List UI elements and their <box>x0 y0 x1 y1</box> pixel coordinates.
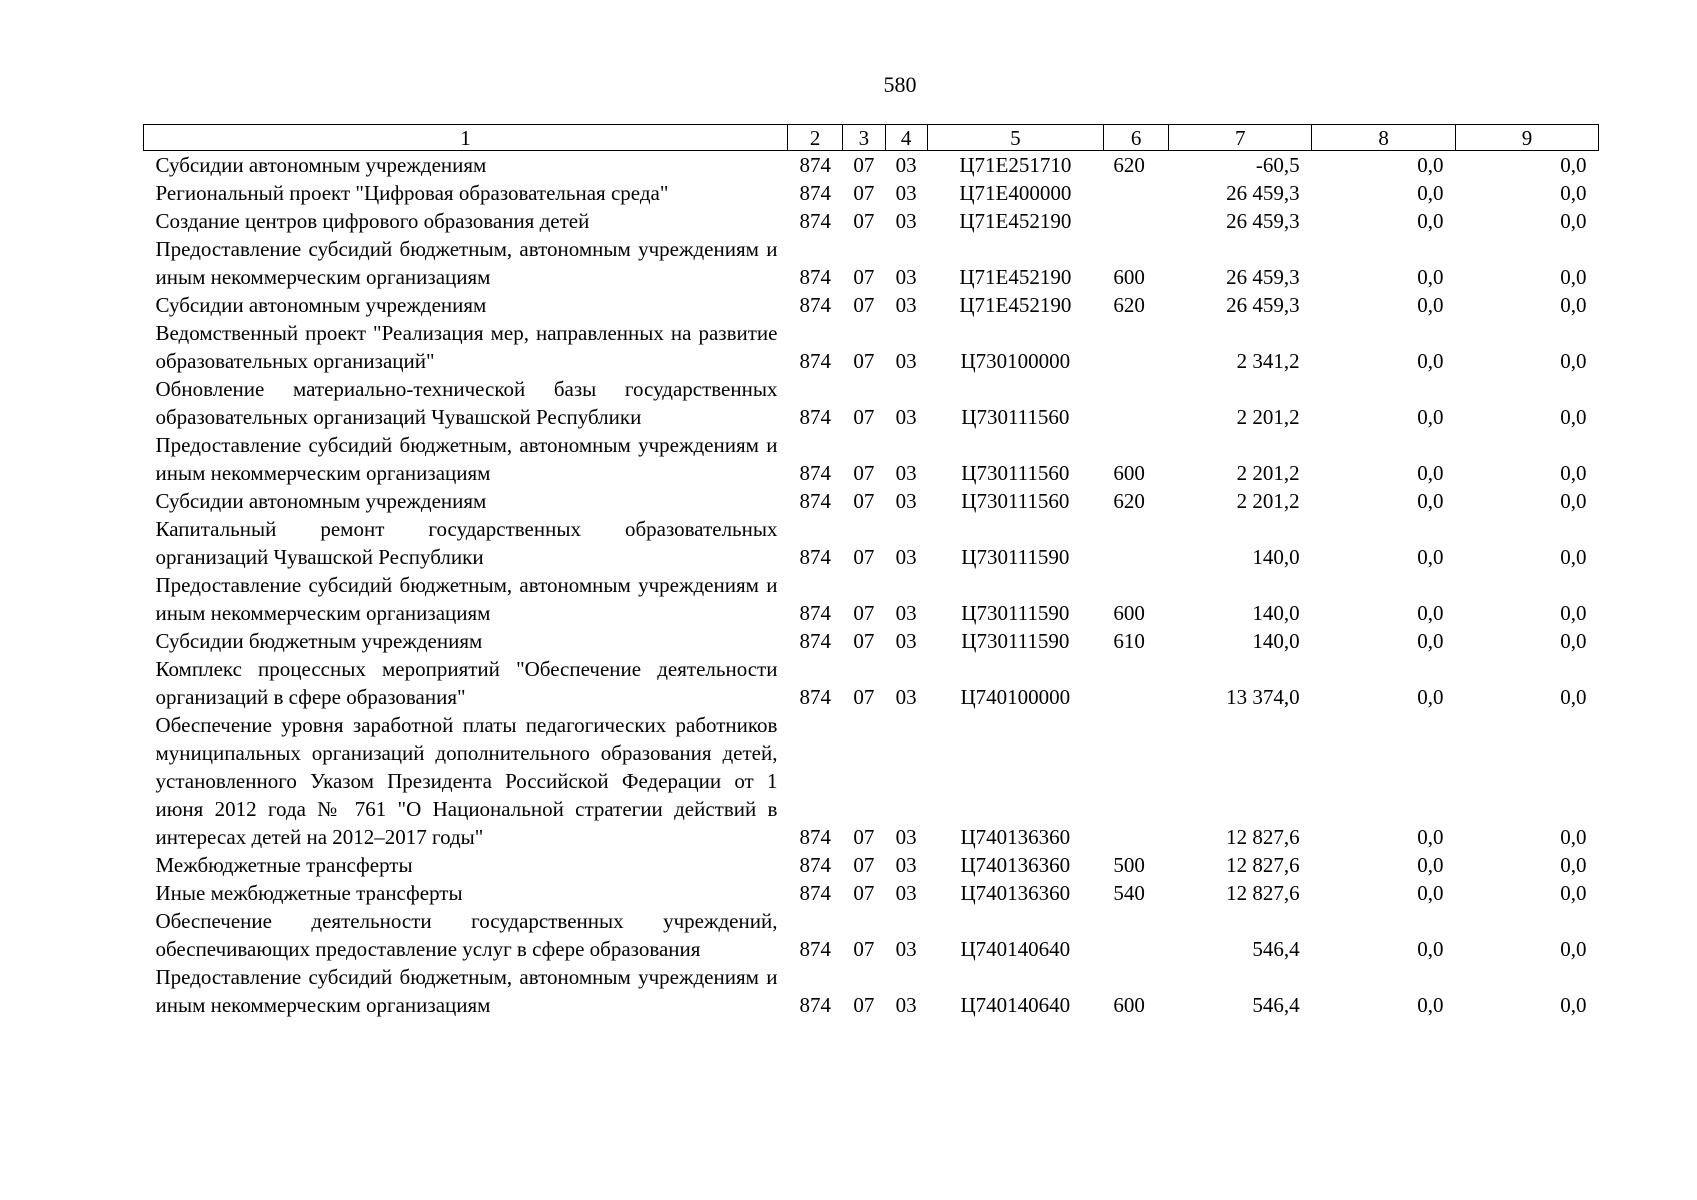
table-row <box>144 207 1599 235</box>
row-vr-cell: 600 <box>1113 265 1145 289</box>
row-amount-cell: 0,0 <box>1417 853 1444 877</box>
row-name-cell: Предоставление субсидий бюджетным, автономным учреждениям и иным некоммерческим организациям <box>155 237 778 289</box>
row-name-cell: Предоставление субсидий бюджетным, автономным учреждениям и иным некоммерческим организациям <box>155 433 778 485</box>
row-name-cell: Субсидии автономным учреждениям <box>155 489 487 513</box>
row-razdel-cell: 07 <box>853 993 875 1017</box>
header-row <box>144 125 1599 151</box>
row-razdel-cell: 07 <box>853 489 875 513</box>
row-name-cell: Капитальный ремонт государственных образовательных организаций Чувашской Республики <box>155 517 778 569</box>
row-razdel-cell: 07 <box>853 629 875 653</box>
row-amount-cell: 0,0 <box>1560 937 1587 961</box>
row-amount-cell: 2 341,2 <box>1236 349 1300 373</box>
row-razdel-cell: 07 <box>853 293 875 317</box>
row-glav-cell: 874 <box>799 293 831 317</box>
row-glav-cell: 874 <box>799 181 831 205</box>
row-amount-cell: 0,0 <box>1560 601 1587 625</box>
row-amount-cell: 0,0 <box>1560 685 1587 709</box>
row-podrazdel-cell: 03 <box>895 629 917 653</box>
row-name-cell: Обеспечение деятельности государственных учреждений, обеспечивающих предоставление услуг в сфере образования <box>155 909 778 961</box>
row-vr-cell: 500 <box>1113 853 1145 877</box>
row-csr-cell: Ц71Е452190 <box>959 209 1072 233</box>
row-razdel-cell: 07 <box>853 825 875 849</box>
row-glav-cell: 874 <box>799 825 831 849</box>
row-amount-cell: 0,0 <box>1417 265 1444 289</box>
row-csr-cell: Ц730111560 <box>961 405 1070 429</box>
row-amount-cell: 0,0 <box>1417 461 1444 485</box>
row-name-cell: Межбюджетные трансферты <box>155 853 413 877</box>
row-glav-cell: 874 <box>799 629 831 653</box>
row-glav-cell: 874 <box>799 265 831 289</box>
row-amount-cell: 0,0 <box>1417 349 1444 373</box>
table-row <box>144 487 1599 515</box>
table-row <box>144 627 1599 655</box>
table-row <box>144 963 1599 1019</box>
column-header: 6 <box>1103 125 1168 151</box>
row-amount-cell: 0,0 <box>1560 993 1587 1017</box>
column-header: 4 <box>885 125 927 151</box>
row-vr-cell: 600 <box>1113 461 1145 485</box>
budget-table <box>143 124 1599 1019</box>
row-amount-cell: 0,0 <box>1417 937 1444 961</box>
row-name-cell: Ведомственный проект "Реализация мер, направленных на развитие образовательных организаций" <box>155 321 778 373</box>
row-vr-cell: 620 <box>1113 153 1145 177</box>
row-podrazdel-cell: 03 <box>895 265 917 289</box>
row-amount-cell: 13 374,0 <box>1226 685 1300 709</box>
row-razdel-cell: 07 <box>853 265 875 289</box>
column-header: 5 <box>927 125 1103 151</box>
row-amount-cell: 0,0 <box>1560 461 1587 485</box>
row-podrazdel-cell: 03 <box>895 181 917 205</box>
table-row <box>144 431 1599 487</box>
row-amount-cell: 0,0 <box>1417 209 1444 233</box>
row-amount-cell: 2 201,2 <box>1236 489 1300 513</box>
row-amount-cell: 0,0 <box>1417 825 1444 849</box>
row-amount-cell: -60,5 <box>1255 153 1300 177</box>
row-glav-cell: 874 <box>799 489 831 513</box>
row-name-cell: Обеспечение уровня заработной платы педагогических работников муниципальных организаций дополнительного образования детей, установленного Указом Президента Российской Федерации от 1 июня 2012 года № 761 "О Национальной стратегии действий в интересах детей на 2012–2017 годы" <box>155 713 778 849</box>
row-name-cell: Создание центров цифрового образования детей <box>155 209 590 233</box>
row-razdel-cell: 07 <box>853 461 875 485</box>
table-body <box>144 151 1599 1020</box>
row-razdel-cell: 07 <box>853 545 875 569</box>
row-podrazdel-cell: 03 <box>895 825 917 849</box>
row-podrazdel-cell: 03 <box>895 349 917 373</box>
row-csr-cell: Ц730100000 <box>960 349 1071 373</box>
row-amount-cell: 140,0 <box>1252 629 1300 653</box>
row-amount-cell: 140,0 <box>1252 545 1300 569</box>
row-amount-cell: 0,0 <box>1417 601 1444 625</box>
row-vr-cell: 600 <box>1113 601 1145 625</box>
table-row <box>144 151 1599 180</box>
row-amount-cell: 0,0 <box>1560 209 1587 233</box>
row-amount-cell: 26 459,3 <box>1226 181 1300 205</box>
row-vr-cell <box>1103 907 1168 963</box>
row-vr-cell <box>1103 375 1168 431</box>
column-header: 2 <box>787 125 842 151</box>
row-amount-cell: 0,0 <box>1560 293 1587 317</box>
table-row <box>144 291 1599 319</box>
table-row <box>144 571 1599 627</box>
row-amount-cell: 0,0 <box>1417 685 1444 709</box>
row-csr-cell: Ц730111590 <box>961 629 1070 653</box>
row-vr-cell <box>1103 655 1168 711</box>
row-amount-cell: 0,0 <box>1417 153 1444 177</box>
row-podrazdel-cell: 03 <box>895 209 917 233</box>
row-podrazdel-cell: 03 <box>895 461 917 485</box>
row-glav-cell: 874 <box>799 881 831 905</box>
row-razdel-cell: 07 <box>853 685 875 709</box>
row-csr-cell: Ц730111590 <box>961 545 1070 569</box>
row-glav-cell: 874 <box>799 993 831 1017</box>
row-csr-cell: Ц740140640 <box>960 993 1071 1017</box>
row-vr-cell <box>1103 711 1168 851</box>
row-razdel-cell: 07 <box>853 181 875 205</box>
row-amount-cell: 0,0 <box>1560 265 1587 289</box>
row-podrazdel-cell: 03 <box>895 685 917 709</box>
row-glav-cell: 874 <box>799 405 831 429</box>
row-name-cell: Иные межбюджетные трансферты <box>155 881 463 905</box>
row-vr-cell: 540 <box>1113 881 1145 905</box>
row-vr-cell <box>1103 319 1168 375</box>
row-amount-cell: 0,0 <box>1417 629 1444 653</box>
page-number: 580 <box>883 72 917 97</box>
row-razdel-cell: 07 <box>853 153 875 177</box>
row-podrazdel-cell: 03 <box>895 601 917 625</box>
row-podrazdel-cell: 03 <box>895 853 917 877</box>
row-name-cell: Субсидии автономным учреждениям <box>155 293 487 317</box>
row-csr-cell: Ц730111590 <box>961 601 1070 625</box>
row-glav-cell: 874 <box>799 153 831 177</box>
row-razdel-cell: 07 <box>853 209 875 233</box>
row-amount-cell: 0,0 <box>1560 881 1587 905</box>
row-amount-cell: 140,0 <box>1252 601 1300 625</box>
row-amount-cell: 0,0 <box>1417 293 1444 317</box>
row-amount-cell: 26 459,3 <box>1226 209 1300 233</box>
table-row <box>144 879 1599 907</box>
row-amount-cell: 546,4 <box>1252 937 1300 961</box>
row-podrazdel-cell: 03 <box>895 881 917 905</box>
row-glav-cell: 874 <box>799 461 831 485</box>
row-podrazdel-cell: 03 <box>895 545 917 569</box>
row-razdel-cell: 07 <box>853 937 875 961</box>
row-name-cell: Комплекс процессных мероприятий "Обеспечение деятельности организаций в сфере образования" <box>155 657 778 709</box>
row-csr-cell: Ц730111560 <box>961 461 1070 485</box>
table-row <box>144 319 1599 375</box>
row-name-cell: Региональный проект "Цифровая образовательная среда" <box>155 181 669 205</box>
table-row <box>144 375 1599 431</box>
row-amount-cell: 0,0 <box>1560 405 1587 429</box>
row-csr-cell: Ц71Е452190 <box>959 293 1072 317</box>
row-amount-cell: 12 827,6 <box>1226 881 1300 905</box>
row-podrazdel-cell: 03 <box>895 937 917 961</box>
row-name-cell: Предоставление субсидий бюджетным, автономным учреждениям и иным некоммерческим организациям <box>155 965 778 1017</box>
row-razdel-cell: 07 <box>853 405 875 429</box>
column-header: 7 <box>1169 125 1312 151</box>
row-glav-cell: 874 <box>799 601 831 625</box>
row-amount-cell: 0,0 <box>1417 881 1444 905</box>
table-header <box>144 125 1599 151</box>
row-csr-cell: Ц740136360 <box>960 825 1071 849</box>
row-vr-cell: 620 <box>1113 489 1145 513</box>
table-row <box>144 515 1599 571</box>
row-amount-cell: 26 459,3 <box>1226 293 1300 317</box>
table-row <box>144 179 1599 207</box>
row-name-cell: Субсидии автономным учреждениям <box>155 153 487 177</box>
row-amount-cell: 0,0 <box>1560 181 1587 205</box>
row-vr-cell: 610 <box>1113 629 1145 653</box>
column-header: 3 <box>843 125 885 151</box>
row-amount-cell: 0,0 <box>1560 545 1587 569</box>
row-amount-cell: 0,0 <box>1560 853 1587 877</box>
row-amount-cell: 0,0 <box>1560 825 1587 849</box>
row-csr-cell: Ц740140640 <box>960 937 1071 961</box>
row-glav-cell: 874 <box>799 853 831 877</box>
row-amount-cell: 0,0 <box>1417 545 1444 569</box>
row-vr-cell <box>1103 515 1168 571</box>
table-row <box>144 235 1599 291</box>
row-amount-cell: 0,0 <box>1560 349 1587 373</box>
row-vr-cell <box>1103 207 1168 235</box>
row-amount-cell: 0,0 <box>1417 181 1444 205</box>
column-header: 1 <box>144 125 788 151</box>
table-row <box>144 851 1599 879</box>
row-amount-cell: 0,0 <box>1560 629 1587 653</box>
row-csr-cell: Ц71Е452190 <box>959 265 1072 289</box>
row-glav-cell: 874 <box>799 685 831 709</box>
row-razdel-cell: 07 <box>853 881 875 905</box>
row-podrazdel-cell: 03 <box>895 293 917 317</box>
row-glav-cell: 874 <box>799 209 831 233</box>
row-amount-cell: 12 827,6 <box>1226 853 1300 877</box>
row-podrazdel-cell: 03 <box>895 153 917 177</box>
row-name-cell: Обновление материально-технической базы государственных образовательных организаций Чувашской Республики <box>155 377 778 429</box>
table-row <box>144 907 1599 963</box>
row-razdel-cell: 07 <box>853 349 875 373</box>
row-csr-cell: Ц740100000 <box>960 685 1071 709</box>
row-podrazdel-cell: 03 <box>895 993 917 1017</box>
row-name-cell: Субсидии бюджетным учреждениям <box>155 629 483 653</box>
row-csr-cell: Ц740136360 <box>960 881 1071 905</box>
row-podrazdel-cell: 03 <box>895 405 917 429</box>
row-csr-cell: Ц71Е400000 <box>959 181 1072 205</box>
table-row <box>144 655 1599 711</box>
row-csr-cell: Ц71Е251710 <box>959 153 1072 177</box>
row-amount-cell: 26 459,3 <box>1226 265 1300 289</box>
row-amount-cell: 0,0 <box>1560 153 1587 177</box>
row-glav-cell: 874 <box>799 937 831 961</box>
row-glav-cell: 874 <box>799 545 831 569</box>
row-vr-cell: 600 <box>1113 993 1145 1017</box>
row-amount-cell: 2 201,2 <box>1236 405 1300 429</box>
column-header: 8 <box>1312 125 1456 151</box>
row-podrazdel-cell: 03 <box>895 489 917 513</box>
row-amount-cell: 0,0 <box>1417 405 1444 429</box>
row-amount-cell: 0,0 <box>1560 489 1587 513</box>
row-razdel-cell: 07 <box>853 601 875 625</box>
row-amount-cell: 0,0 <box>1417 993 1444 1017</box>
row-amount-cell: 12 827,6 <box>1226 825 1300 849</box>
column-header: 9 <box>1456 125 1599 151</box>
row-name-cell: Предоставление субсидий бюджетным, автономным учреждениям и иным некоммерческим организациям <box>155 573 778 625</box>
row-csr-cell: Ц730111560 <box>961 489 1070 513</box>
row-amount-cell: 0,0 <box>1417 489 1444 513</box>
row-csr-cell: Ц740136360 <box>960 853 1071 877</box>
row-vr-cell <box>1103 179 1168 207</box>
row-glav-cell: 874 <box>799 349 831 373</box>
row-amount-cell: 546,4 <box>1252 993 1300 1017</box>
table-row <box>144 711 1599 851</box>
row-amount-cell: 2 201,2 <box>1236 461 1300 485</box>
row-razdel-cell: 07 <box>853 853 875 877</box>
row-vr-cell: 620 <box>1113 293 1145 317</box>
